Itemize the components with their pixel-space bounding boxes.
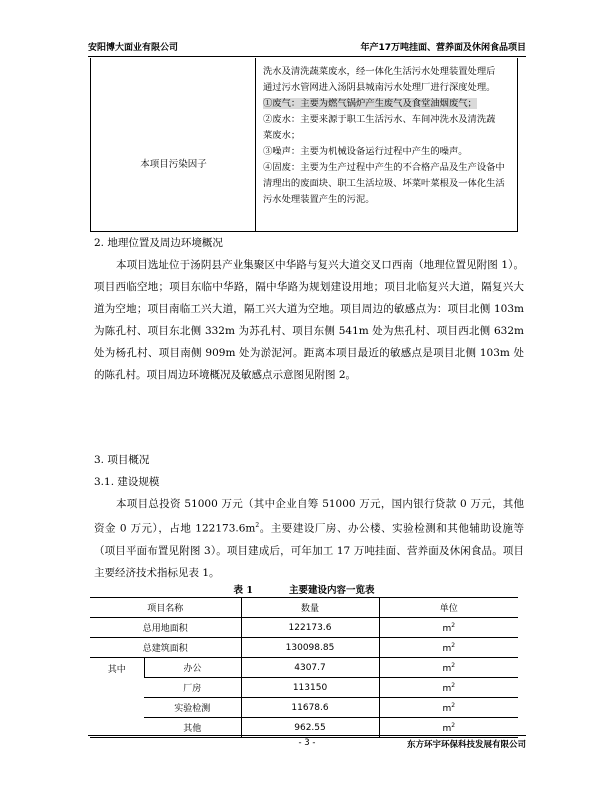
section-2-paragraph: 本项目选址位于汤阴县产业集聚区中华路与复兴大道交叉口西南（地理位置见附图 1）。项目西临空地；项目东临中华路，隔中华路为规划建设用地；项目北临复兴大道，隔复兴大道为空地；项目南临工兴大道，隔工兴大道为空地。项目周边的敏感点为：项目北侧 103m 为陈孔村、项目东北侧 332m 为苏孔村、项目东侧 541m 处为焦孔村、项目西北侧 632m 处为杨孔村、项目南侧 909m 处为淤泥河。距离本项目最近的敏感点是项目北侧 103m 处的陈孔村。项目周边环境概况及敏感点示意图见附图 2。 bbox=[94, 259, 524, 381]
row-unit: $m^2$ bbox=[379, 718, 518, 738]
page-header bbox=[88, 38, 526, 57]
row-name: 其他 bbox=[144, 718, 241, 738]
pollution-label: 本项目污染因子 bbox=[140, 159, 207, 170]
pollution-line: ④固废：主要为生产过程中产生的不合格产品及生产设备中 bbox=[263, 162, 505, 173]
superscript: 2 bbox=[255, 522, 260, 529]
pollution-line: 清理出的废面块、职工生活垃圾、坏菜叶菜根及一体化生活 bbox=[263, 178, 505, 189]
table-row bbox=[90, 658, 518, 678]
row-name: 总建筑面积 bbox=[90, 638, 241, 658]
row-value: 11678.6 bbox=[241, 698, 379, 718]
table-row bbox=[90, 618, 518, 638]
pollution-label-cell bbox=[91, 58, 256, 231]
row-unit: $m^2$ bbox=[379, 698, 518, 718]
pollution-line: ②废水：主要来源于职工生活污水、车间冲洗水及清洗蔬 bbox=[263, 114, 496, 125]
table-row bbox=[90, 678, 518, 698]
table-row bbox=[90, 698, 518, 718]
section-2 bbox=[94, 232, 524, 386]
pollution-line: 通过污水管网进入汤阴县城南污水处理厂进行深度处理。 bbox=[263, 82, 496, 93]
row-name: 厂房 bbox=[144, 678, 241, 698]
construction-table bbox=[90, 597, 518, 738]
row-unit: $m^2$ bbox=[379, 618, 518, 638]
header-project: 年产17万吨挂面、营养面及休闲食品项目 bbox=[360, 43, 526, 53]
footer-company: 东方环宇环保科技发展有限公司 bbox=[406, 740, 526, 750]
pollution-line-highlight: ①废气：主要为燃气锅炉产生废气及食堂油烟废气； bbox=[263, 98, 477, 109]
pollution-line bbox=[263, 96, 513, 112]
group-label: 其中 bbox=[90, 658, 144, 738]
pollution-line: ③噪声：主要为机械设备运行过程中产生的噪声。 bbox=[263, 146, 468, 157]
section-3-heading: 3. 项目概况 bbox=[94, 454, 150, 466]
section-2-heading: 2. 地理位置及周边环境概况 bbox=[94, 237, 223, 249]
row-value: 122173.6 bbox=[241, 618, 379, 638]
para-text-b: 。主要建设厂房、办公楼、实验检测和其他辅助设施等（项目平面布置见附图 3）。项目建成后，可年加工 17 万吨挂面、营养面及休闲食品。项目主要经济技术指标见表 1。 bbox=[94, 522, 524, 579]
table-header-row bbox=[90, 598, 518, 618]
row-value: 113150 bbox=[241, 678, 379, 698]
row-value: 130098.85 bbox=[241, 638, 379, 658]
page-footer bbox=[88, 735, 526, 750]
section-3 bbox=[94, 449, 524, 584]
col-header-name: 项目名称 bbox=[90, 598, 241, 618]
row-value: 4307.7 bbox=[241, 658, 379, 678]
row-unit: $m^2$ bbox=[379, 678, 518, 698]
pollution-line: 污水处理装置产生的污泥。 bbox=[263, 194, 375, 205]
row-name: 办公 bbox=[144, 658, 241, 678]
header-company: 安阳博大面业有限公司 bbox=[88, 43, 179, 53]
row-value: 962.55 bbox=[241, 718, 379, 738]
pollution-line: 菜废水； bbox=[263, 130, 301, 141]
row-name: 实验检测 bbox=[144, 698, 241, 718]
para-text-a: 本项目总投资 51000 万元（其中企业自筹 51000 万元，国内银行贷款 0 万元，其他资金 0 万元），占地 122173.6m bbox=[94, 498, 524, 535]
page-number: - 3 - bbox=[298, 738, 316, 748]
section-3-1-heading: 3.1. 建设规模 bbox=[94, 476, 160, 488]
section-3-1-paragraph bbox=[94, 493, 524, 584]
table-title: 主要建设内容一览表 bbox=[288, 585, 375, 596]
pollution-line: 洗水及清洗蔬菜废水，经一体化生活污水处理装置处理后 bbox=[263, 66, 496, 77]
col-header-unit: 单位 bbox=[379, 598, 518, 618]
pollution-content bbox=[263, 64, 513, 208]
table-row bbox=[90, 638, 518, 658]
table-number: 表 1 bbox=[233, 585, 253, 596]
row-unit: $m^2$ bbox=[379, 638, 518, 658]
table-caption bbox=[90, 582, 518, 596]
row-name: 总用地面积 bbox=[90, 618, 241, 638]
pollution-factor-table bbox=[90, 58, 518, 232]
row-unit: $m^2$ bbox=[379, 658, 518, 678]
col-header-value: 数量 bbox=[241, 598, 379, 618]
